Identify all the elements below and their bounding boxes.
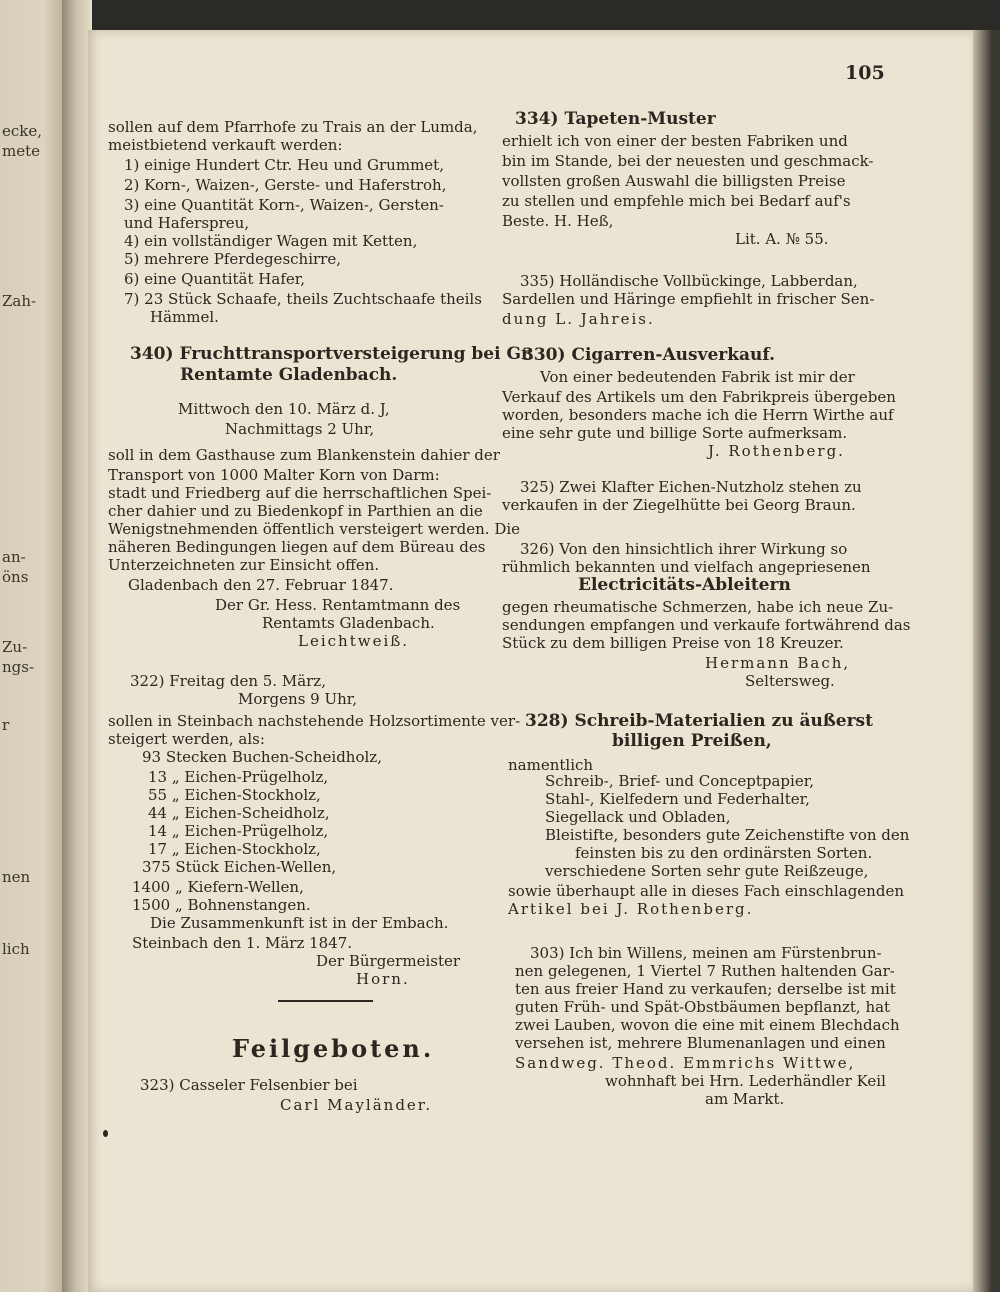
section-divider bbox=[278, 1000, 373, 1002]
left-page-fragment: r bbox=[2, 716, 10, 734]
text-line: sendungen empfangen und verkaufe fortwährend das bbox=[502, 616, 911, 634]
text-line: Stück zu dem billigen Preise von 18 Kreuzer. bbox=[502, 634, 844, 652]
text-line: Der Bürgermeister bbox=[316, 952, 461, 970]
text-line: rühmlich bekannten und vielfach angepriesenen bbox=[502, 558, 871, 576]
ad-heading: billigen Preißen, bbox=[612, 731, 772, 751]
signature: J. Rothenberg. bbox=[708, 442, 845, 460]
text-line: Mittwoch den 10. März d. J, bbox=[178, 400, 390, 418]
text-line: sollen auf dem Pfarrhofe zu Trais an der Lumda, bbox=[108, 118, 478, 136]
signature: Carl Mayländer. bbox=[280, 1096, 433, 1114]
text-line: 323) Casseler Felsenbier bei bbox=[140, 1076, 358, 1094]
text-line: steigert werden, als: bbox=[108, 730, 265, 748]
section-title: Feilgeboten. bbox=[232, 1034, 435, 1063]
text-line: Wenigstnehmenden öffentlich versteigert werden. Die bbox=[108, 520, 521, 538]
text-line: 3) eine Quantität Korn-, Waizen-, Gersten- bbox=[124, 196, 444, 214]
text-line: 2) Korn-, Waizen-, Gerste- und Haferstroh, bbox=[124, 176, 447, 194]
wood-list-item: 1400 „ Kiefern-Wellen, bbox=[132, 878, 304, 896]
left-page-fragment: an- bbox=[2, 548, 26, 566]
wood-list-item: 17 „ Eichen-Stockholz, bbox=[148, 840, 321, 858]
page-number: 105 bbox=[845, 62, 885, 84]
page-edge bbox=[973, 30, 1000, 1292]
text-line: Unterzeichneten zur Einsicht offen. bbox=[108, 556, 380, 574]
signature: Leichtweiß. bbox=[298, 632, 410, 650]
text-line: Artikel bei J. Rothenberg. bbox=[508, 900, 754, 918]
ad-heading: 334) Tapeten-Muster bbox=[515, 109, 716, 129]
supply-list-item: Stahl-, Kielfedern und Federhalter, bbox=[545, 790, 810, 808]
left-page-fragment: ecke, bbox=[2, 122, 43, 140]
text-line: 7) 23 Stück Schaafe, theils Zuchtschaafe theils bbox=[124, 290, 482, 308]
text-line: Steinbach den 1. März 1847. bbox=[132, 934, 353, 952]
text-line: 1) einige Hundert Ctr. Heu und Grummet, bbox=[124, 156, 444, 174]
ad-heading: Rentamte Gladenbach. bbox=[180, 365, 398, 385]
text-line: Hämmel. bbox=[150, 308, 219, 326]
supply-list-item: feinsten bis zu den ordinärsten Sorten. bbox=[575, 844, 873, 862]
text-line: am Markt. bbox=[705, 1090, 785, 1108]
text-line: sowie überhaupt alle in dieses Fach einschlagenden bbox=[508, 882, 904, 900]
text-line: zwei Lauben, wovon die eine mit einem Blechdach bbox=[515, 1016, 900, 1034]
left-page-fragment: öns bbox=[2, 568, 29, 586]
text-line: 303) Ich bin Willens, meinen am Fürstenbrun- bbox=[530, 944, 882, 962]
text-line: zu stellen und empfehle mich bei Bedarf auf's bbox=[502, 192, 851, 210]
ink-spot bbox=[103, 1130, 108, 1137]
wood-list-item: 375 Stück Eichen-Wellen, bbox=[142, 858, 337, 876]
wood-list-item: 1500 „ Bohnenstangen. bbox=[132, 896, 311, 914]
text-line: und Haferspreu, bbox=[124, 214, 250, 232]
text-line: Sardellen und Häringe empfiehlt in frischer Sen- bbox=[502, 290, 875, 308]
wood-list-item: 55 „ Eichen-Stockholz, bbox=[148, 786, 321, 804]
text-line: Der Gr. Hess. Rentamtmann des bbox=[215, 596, 461, 614]
text-line: gegen rheumatische Schmerzen, habe ich neue Zu- bbox=[502, 598, 894, 616]
text-line: Verkauf des Artikels um den Fabrikpreis übergeben bbox=[502, 388, 896, 406]
product-title: Electricitäts-Ableitern bbox=[578, 575, 791, 595]
text-line: Transport von 1000 Malter Korn von Darm: bbox=[108, 466, 440, 484]
text-line: 5) mehrere Pferdegeschirre, bbox=[124, 250, 341, 268]
supply-list-item: Siegellack und Obladen, bbox=[545, 808, 731, 826]
wood-list-item: 44 „ Eichen-Scheidholz, bbox=[148, 804, 330, 822]
text-line: Von einer bedeutenden Fabrik ist mir der bbox=[540, 368, 855, 386]
text-line: näheren Bedingungen liegen auf dem Büreau des bbox=[108, 538, 486, 556]
signature: Horn. bbox=[356, 970, 410, 988]
text-line: guten Früh- und Spät-Obstbäumen bepflanzt, hat bbox=[515, 998, 891, 1016]
text-line: Die Zusammenkunft ist in der Embach. bbox=[150, 914, 449, 932]
wood-list-item: 13 „ Eichen-Prügelholz, bbox=[148, 768, 329, 786]
text-line: Seltersweg. bbox=[745, 672, 835, 690]
text-line: Beste. H. Heß, bbox=[502, 212, 614, 230]
text-line: 4) ein vollständiger Wagen mit Ketten, bbox=[124, 232, 418, 250]
text-line: 335) Holländische Vollbückinge, Labberdan, bbox=[520, 272, 858, 290]
text-line: worden, besonders mache ich die Herrn Wirthe auf bbox=[502, 406, 894, 424]
left-page-fragment: Zu- bbox=[2, 638, 28, 656]
ad-heading: 328) Schreib-Materialien zu äußerst bbox=[525, 711, 873, 731]
left-page-fragment: nen bbox=[2, 868, 31, 886]
supply-list-item: verschiedene Sorten sehr gute Reißzeuge, bbox=[545, 862, 869, 880]
text-line: 325) Zwei Klafter Eichen-Nutzholz stehen zu bbox=[520, 478, 862, 496]
wood-list-item: 14 „ Eichen-Prügelholz, bbox=[148, 822, 329, 840]
text-line: namentlich bbox=[508, 756, 594, 774]
text-line: dung L. Jahreis. bbox=[502, 310, 655, 328]
ad-heading: 330) Cigarren-Ausverkauf. bbox=[522, 345, 776, 365]
left-page-fragment: mete bbox=[2, 142, 41, 160]
text-line: erhielt ich von einer der besten Fabriken und bbox=[502, 132, 848, 150]
signature: Sandweg. Theod. Emmrichs Wittwe, bbox=[515, 1054, 856, 1072]
text-line: Gladenbach den 27. Februar 1847. bbox=[128, 576, 394, 594]
text-line: stadt und Friedberg auf die herrschaftlichen Spei- bbox=[108, 484, 492, 502]
left-page-edge bbox=[0, 0, 62, 1292]
text-line: versehen ist, mehrere Blumenanlagen und einen bbox=[515, 1034, 886, 1052]
supply-list-item: Bleistifte, besonders gute Zeichenstifte von den bbox=[545, 826, 910, 844]
ad-heading: 340) Fruchttransportversteigerung bei Gr. bbox=[130, 344, 535, 364]
signature: Hermann Bach, bbox=[705, 654, 851, 672]
text-line: 6) eine Quantität Hafer, bbox=[124, 270, 306, 288]
text-line: meistbietend verkauft werden: bbox=[108, 136, 343, 154]
text-line: bin im Stande, bei der neuesten und geschmack- bbox=[502, 152, 874, 170]
left-page-fragment: ngs- bbox=[2, 658, 35, 676]
text-line: Rentamts Gladenbach. bbox=[262, 614, 435, 632]
text-line: Morgens 9 Uhr, bbox=[238, 690, 358, 708]
text-line: ten aus freier Hand zu verkaufen; derselbe ist mit bbox=[515, 980, 896, 998]
text-line: vollsten großen Auswahl die billigsten Preise bbox=[502, 172, 846, 190]
left-page-fragment: Zah- bbox=[2, 292, 37, 310]
text-line: eine sehr gute und billige Sorte aufmerksam. bbox=[502, 424, 848, 442]
text-line: 326) Von den hinsichtlich ihrer Wirkung so bbox=[520, 540, 848, 558]
wood-list-item: 93 Stecken Buchen-Scheidholz, bbox=[142, 748, 382, 766]
supply-list-item: Schreib-, Brief- und Conceptpapier, bbox=[545, 772, 814, 790]
text-line: wohnhaft bei Hrn. Lederhändler Keil bbox=[605, 1072, 886, 1090]
text-line: Nachmittags 2 Uhr, bbox=[225, 420, 375, 438]
text-line: Lit. A. № 55. bbox=[735, 230, 829, 248]
text-line: verkaufen in der Ziegelhütte bei Georg Braun. bbox=[502, 496, 856, 514]
left-page-fragment: lich bbox=[2, 940, 30, 958]
text-line: soll in dem Gasthause zum Blankenstein dahier der bbox=[108, 446, 500, 464]
text-line: 322) Freitag den 5. März, bbox=[130, 672, 326, 690]
text-line: nen gelegenen, 1 Viertel 7 Ruthen haltenden Gar- bbox=[515, 962, 895, 980]
text-line: cher dahier und zu Biedenkopf in Parthien an die bbox=[108, 502, 483, 520]
text-line: sollen in Steinbach nachstehende Holzsortimente ver- bbox=[108, 712, 521, 730]
